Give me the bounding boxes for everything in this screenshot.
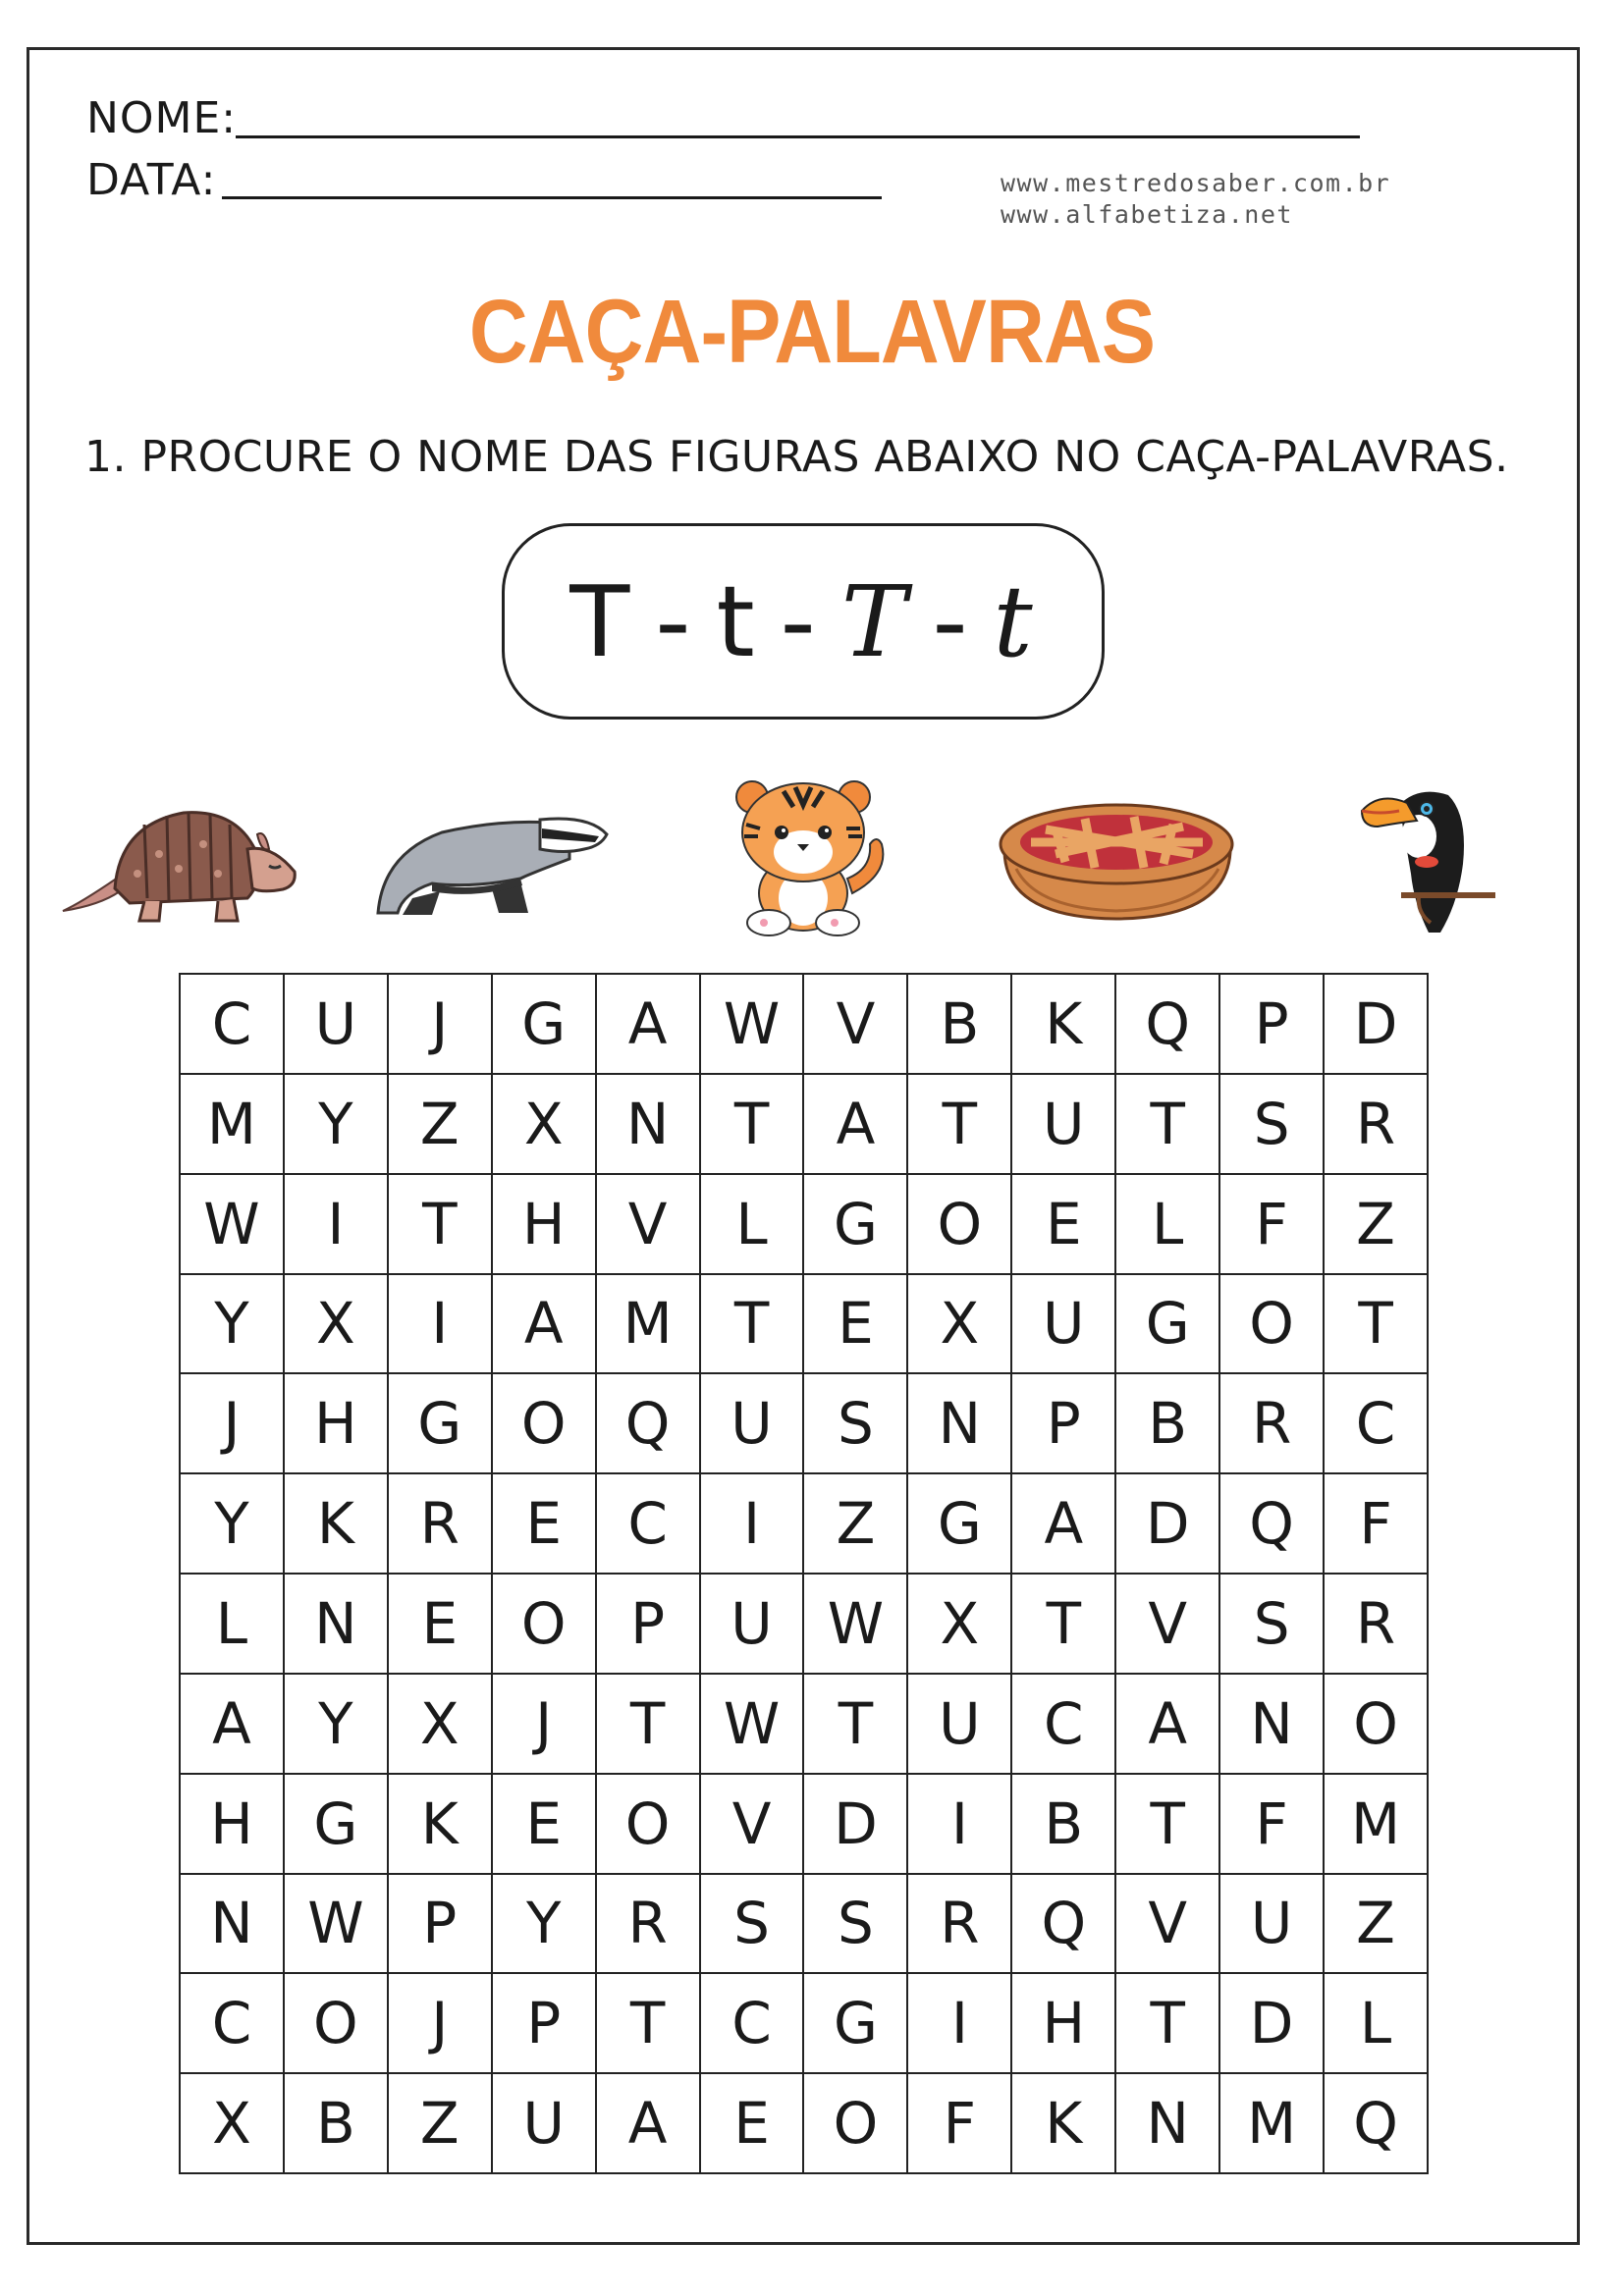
grid-cell[interactable]: G [804, 1974, 908, 2074]
grid-cell[interactable]: K [1012, 2074, 1116, 2174]
grid-cell[interactable]: T [1116, 1974, 1220, 2074]
site-url-1: www.mestredosaber.com.br [1001, 169, 1391, 197]
grid-cell[interactable]: Z [804, 1474, 908, 1575]
grid-cell[interactable]: Z [389, 2074, 493, 2174]
grid-cell[interactable]: S [1220, 1575, 1325, 1675]
grid-cell[interactable]: J [389, 1974, 493, 2074]
grid-cell[interactable]: R [1325, 1075, 1429, 1175]
grid-cell[interactable]: Y [285, 1075, 389, 1175]
grid-cell[interactable]: L [1325, 1974, 1429, 2074]
grid-cell[interactable]: L [701, 1175, 805, 1275]
grid-cell[interactable]: M [181, 1075, 285, 1175]
grid-cell[interactable]: E [701, 2074, 805, 2174]
grid-cell[interactable]: G [1116, 1275, 1220, 1375]
badger-icon [373, 805, 609, 918]
grid-cell[interactable]: R [597, 1875, 701, 1975]
grid-cell[interactable]: Q [1012, 1875, 1116, 1975]
grid-cell[interactable]: T [701, 1275, 805, 1375]
armadillo-icon [61, 795, 301, 928]
grid-cell[interactable]: G [285, 1775, 389, 1875]
grid-cell[interactable]: K [389, 1775, 493, 1875]
grid-cell[interactable]: D [1116, 1474, 1220, 1575]
grid-cell[interactable]: Y [181, 1275, 285, 1375]
grid-cell[interactable]: A [493, 1275, 597, 1375]
grid-cell[interactable]: H [493, 1175, 597, 1275]
grid-cell[interactable]: Q [1220, 1474, 1325, 1575]
page-title: CAÇA-PALAVRAS [468, 282, 1156, 382]
separator: - [780, 563, 820, 679]
grid-cell[interactable]: Y [181, 1474, 285, 1575]
grid-cell[interactable]: H [285, 1374, 389, 1474]
grid-cell[interactable]: C [597, 1474, 701, 1575]
grid-cell[interactable]: C [181, 1974, 285, 2074]
grid-cell[interactable]: T [701, 1075, 805, 1175]
instruction-text: 1. PROCURE O NOME DAS FIGURAS ABAIXO NO CAÇA-PALAVRAS. [84, 432, 1509, 482]
grid-cell[interactable]: S [1220, 1075, 1325, 1175]
grid-cell[interactable]: O [493, 1374, 597, 1474]
grid-cell[interactable]: S [804, 1875, 908, 1975]
grid-cell[interactable]: B [908, 975, 1012, 1075]
grid-cell[interactable]: G [493, 975, 597, 1075]
letter-box [502, 523, 1105, 720]
grid-cell[interactable]: O [493, 1575, 597, 1675]
grid-cell[interactable]: R [1325, 1575, 1429, 1675]
grid-cell[interactable]: N [1220, 1675, 1325, 1775]
date-field[interactable] [222, 196, 882, 199]
grid-cell[interactable]: G [804, 1175, 908, 1275]
grid-cell[interactable]: S [804, 1374, 908, 1474]
grid-cell[interactable]: L [1116, 1175, 1220, 1275]
name-label: NOME: [86, 93, 238, 143]
grid-cell[interactable]: W [701, 975, 805, 1075]
grid-cell[interactable]: V [804, 975, 908, 1075]
grid-cell[interactable]: Y [285, 1675, 389, 1775]
tiger-icon [725, 775, 892, 937]
grid-cell[interactable]: U [285, 975, 389, 1075]
grid-cell[interactable]: Q [597, 1374, 701, 1474]
grid-cell[interactable]: C [1012, 1675, 1116, 1775]
grid-cell[interactable]: J [389, 975, 493, 1075]
grid-cell[interactable]: F [908, 2074, 1012, 2174]
grid-cell[interactable]: P [1220, 975, 1325, 1075]
grid-cell[interactable]: R [908, 1875, 1012, 1975]
grid-cell[interactable]: J [181, 1374, 285, 1474]
grid-cell[interactable]: N [597, 1075, 701, 1175]
grid-cell[interactable]: Z [1325, 1875, 1429, 1975]
grid-cell[interactable]: N [285, 1575, 389, 1675]
grid-cell[interactable]: V [701, 1775, 805, 1875]
grid-cell[interactable]: E [493, 1775, 597, 1875]
grid-cell[interactable]: R [1220, 1374, 1325, 1474]
grid-cell[interactable]: G [908, 1474, 1012, 1575]
grid-cell[interactable]: W [701, 1675, 805, 1775]
separator: - [932, 563, 972, 679]
grid-cell[interactable]: Q [1325, 2074, 1429, 2174]
grid-cell[interactable]: U [908, 1675, 1012, 1775]
grid-cell[interactable]: Q [1116, 975, 1220, 1075]
grid-cell[interactable]: O [908, 1175, 1012, 1275]
grid-cell[interactable]: T [597, 1675, 701, 1775]
grid-cell[interactable]: O [804, 2074, 908, 2174]
grid-cell[interactable]: A [181, 1675, 285, 1775]
grid-cell[interactable]: X [389, 1675, 493, 1775]
letter-lower-cursive: t [993, 563, 1037, 679]
grid-cell[interactable]: T [1012, 1575, 1116, 1675]
letter-lower-print: t [716, 563, 759, 679]
grid-cell[interactable]: V [1116, 1575, 1220, 1675]
grid-cell[interactable]: D [1220, 1974, 1325, 2074]
grid-cell[interactable]: Y [493, 1875, 597, 1975]
grid-cell[interactable]: T [389, 1175, 493, 1275]
grid-cell[interactable]: B [1012, 1775, 1116, 1875]
grid-cell[interactable]: N [1116, 2074, 1220, 2174]
grid-cell[interactable]: Z [389, 1075, 493, 1175]
grid-cell[interactable]: X [285, 1275, 389, 1375]
grid-cell[interactable]: O [1325, 1675, 1429, 1775]
grid-cell[interactable]: S [701, 1875, 805, 1975]
grid-cell[interactable]: M [1220, 2074, 1325, 2174]
grid-cell[interactable]: N [908, 1374, 1012, 1474]
grid-cell[interactable]: O [1220, 1275, 1325, 1375]
grid-cell[interactable]: X [908, 1575, 1012, 1675]
grid-cell[interactable]: U [1220, 1875, 1325, 1975]
site-url-2: www.alfabetiza.net [1001, 200, 1293, 229]
grid-cell[interactable]: D [804, 1775, 908, 1875]
grid-cell[interactable]: W [804, 1575, 908, 1675]
grid-cell[interactable]: P [597, 1575, 701, 1675]
grid-cell[interactable]: F [1220, 1775, 1325, 1875]
grid-cell[interactable]: A [1012, 1474, 1116, 1575]
grid-cell[interactable]: V [597, 1175, 701, 1275]
grid-cell[interactable]: U [701, 1575, 805, 1675]
grid-cell[interactable]: T [908, 1075, 1012, 1175]
toucan-icon [1360, 775, 1497, 937]
grid-cell[interactable]: X [181, 2074, 285, 2174]
grid-cell[interactable]: A [597, 975, 701, 1075]
grid-cell[interactable]: M [1325, 1775, 1429, 1875]
grid-cell[interactable]: B [285, 2074, 389, 2174]
grid-cell[interactable]: F [1325, 1474, 1429, 1575]
word-search-grid [179, 973, 1429, 2174]
grid-cell[interactable]: I [908, 1974, 1012, 2074]
grid-cell[interactable]: H [1012, 1974, 1116, 2074]
grid-cell[interactable]: J [493, 1675, 597, 1775]
date-label: DATA: [86, 155, 217, 205]
grid-cell[interactable]: P [1012, 1374, 1116, 1474]
grid-cell[interactable]: C [181, 975, 285, 1075]
grid-cell[interactable]: N [181, 1875, 285, 1975]
grid-cell[interactable]: P [389, 1875, 493, 1975]
grid-cell[interactable]: T [1325, 1275, 1429, 1375]
grid-cell[interactable]: U [701, 1374, 805, 1474]
grid-cell[interactable]: W [181, 1175, 285, 1275]
grid-cell[interactable]: G [389, 1374, 493, 1474]
grid-cell[interactable]: W [285, 1875, 389, 1975]
grid-cell[interactable]: I [285, 1175, 389, 1275]
grid-cell[interactable]: T [1116, 1075, 1220, 1175]
grid-cell[interactable]: R [389, 1474, 493, 1575]
grid-cell[interactable]: U [1012, 1075, 1116, 1175]
grid-cell[interactable]: E [804, 1275, 908, 1375]
grid-cell[interactable]: E [1012, 1175, 1116, 1275]
grid-cell[interactable]: C [1325, 1374, 1429, 1474]
grid-cell[interactable]: U [493, 2074, 597, 2174]
grid-cell[interactable]: V [1116, 1875, 1220, 1975]
grid-cell[interactable]: X [493, 1075, 597, 1175]
grid-cell[interactable]: M [597, 1275, 701, 1375]
grid-cell[interactable]: A [597, 2074, 701, 2174]
grid-cell[interactable]: F [1220, 1175, 1325, 1275]
letter-upper-cursive: T [840, 563, 911, 679]
separator: - [655, 563, 695, 679]
grid-cell[interactable]: C [701, 1974, 805, 2074]
pie-icon [997, 795, 1237, 923]
grid-cell[interactable]: L [181, 1575, 285, 1675]
grid-cell[interactable]: A [804, 1075, 908, 1175]
grid-cell[interactable]: P [493, 1974, 597, 2074]
grid-cell[interactable]: I [389, 1275, 493, 1375]
grid-cell[interactable]: O [285, 1974, 389, 2074]
grid-cell[interactable]: U [1012, 1275, 1116, 1375]
grid-cell[interactable]: T [804, 1675, 908, 1775]
grid-cell[interactable]: H [181, 1775, 285, 1875]
grid-cell[interactable]: T [1116, 1775, 1220, 1875]
grid-cell[interactable]: K [1012, 975, 1116, 1075]
grid-cell[interactable]: O [597, 1775, 701, 1875]
grid-cell[interactable]: I [908, 1775, 1012, 1875]
grid-cell[interactable]: I [701, 1474, 805, 1575]
grid-cell[interactable]: E [389, 1575, 493, 1675]
grid-cell[interactable]: Z [1325, 1175, 1429, 1275]
grid-cell[interactable]: E [493, 1474, 597, 1575]
grid-cell[interactable]: B [1116, 1374, 1220, 1474]
letter-upper-print: T [569, 563, 634, 679]
grid-cell[interactable]: D [1325, 975, 1429, 1075]
name-field[interactable] [236, 135, 1360, 138]
grid-cell[interactable]: X [908, 1275, 1012, 1375]
grid-cell[interactable]: A [1116, 1675, 1220, 1775]
grid-cell[interactable]: K [285, 1474, 389, 1575]
grid-cell[interactable]: T [597, 1974, 701, 2074]
